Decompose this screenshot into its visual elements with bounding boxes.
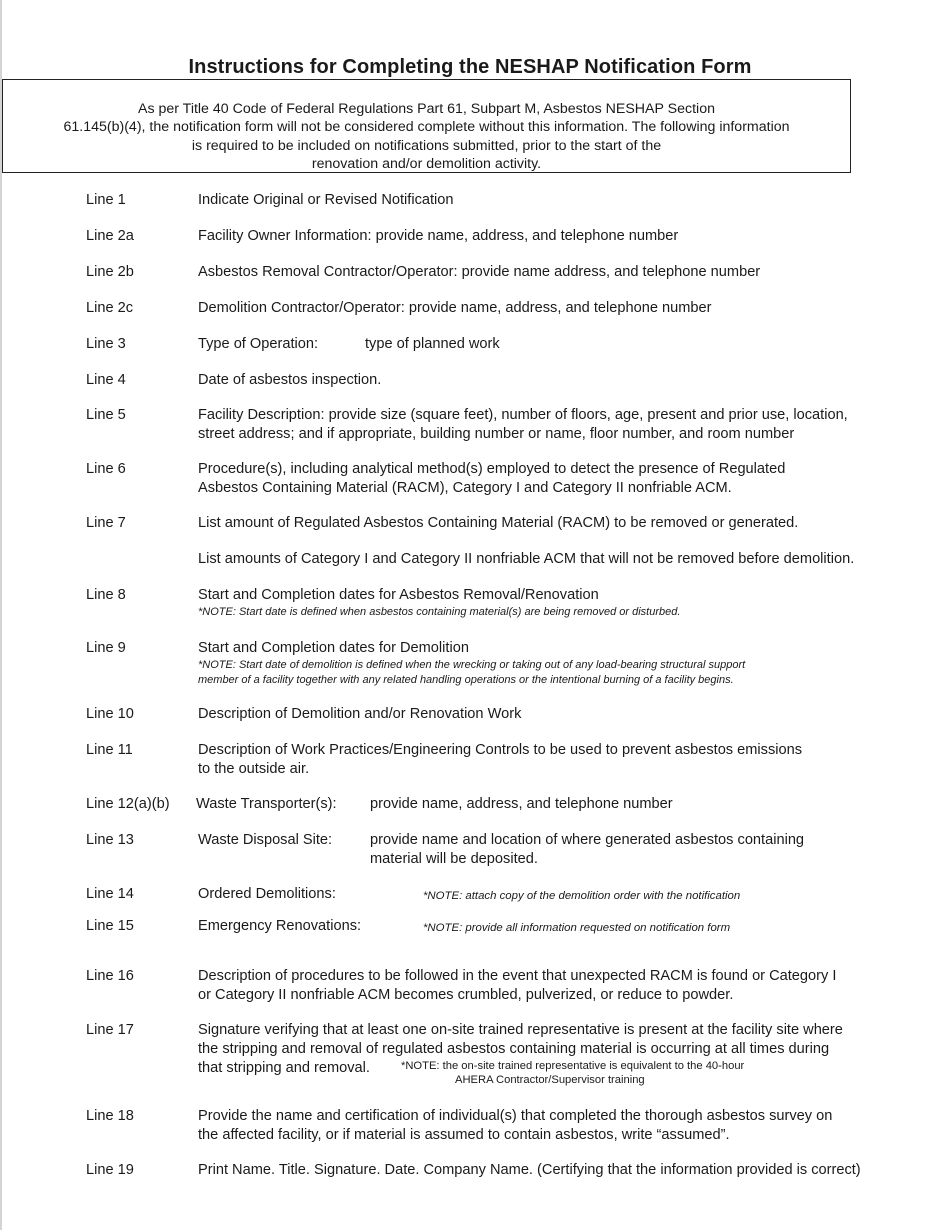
intro-line-4: renovation and/or demolition activity. — [311, 155, 542, 172]
line-heading: Ordered Demolitions: — [198, 886, 336, 902]
line-description — [198, 460, 938, 498]
line-label: Line 14 — [86, 886, 134, 902]
intro-box — [2, 79, 851, 173]
line-text: the affected facility, or if material is assumed to contain asbestos, write “assumed”. — [198, 1127, 730, 1143]
line-label: Line 2b — [86, 264, 134, 280]
line-text: Start and Completion dates for Demolition — [198, 640, 469, 656]
line-text: that stripping and removal. — [198, 1060, 370, 1076]
line-label: Line 2a — [86, 228, 134, 244]
line-text: street address; and if appropriate, building number or name, floor number, and room number — [198, 426, 795, 442]
line-heading: Waste Disposal Site: — [198, 832, 333, 848]
line-label: Line 10 — [86, 706, 134, 722]
line-label: Line 4 — [86, 372, 126, 388]
line-text: Description of Work Practices/Engineering Controls to be used to prevent asbestos emissions — [198, 742, 803, 758]
line-text: provide name and location of where generated asbestos containing — [370, 832, 805, 848]
line-text: Provide the name and certification of individual(s) that completed the thorough asbestos survey on — [198, 1108, 833, 1124]
line-heading: Type of Operation: — [198, 336, 319, 352]
line-text: Asbestos Containing Material (RACM), Category I and Category II nonfriable ACM. — [198, 480, 732, 496]
intro-line-3: is required to be included on notifications submitted, prior to the start of the — [191, 137, 662, 154]
line-label: Line 8 — [86, 587, 126, 603]
line-label: Line 5 — [86, 407, 126, 423]
line-description — [198, 967, 938, 1005]
line-label: Line 7 — [86, 515, 126, 531]
instruction-line-17 — [0, 1021, 950, 1093]
intro-line-2: 61.145(b)(4), the notification form will not be considered complete without this information. The following information — [63, 119, 790, 136]
page-title: Instructions for Completing the NESHAP Notification Form — [188, 56, 752, 78]
line-description: List amounts of Category I and Category II nonfriable ACM that will not be removed before demolition. — [198, 551, 855, 567]
line-description — [198, 741, 938, 779]
line-label: Line 19 — [86, 1162, 134, 1178]
line-text: Start and Completion dates for Asbestos Removal/Renovation — [198, 587, 599, 603]
line-text: Facility Description: provide size (square feet), number of floors, age, present and prior use, location, — [198, 407, 848, 423]
line-heading: Waste Transporter(s): — [196, 796, 337, 812]
line-text: or Category II nonfriable ACM becomes crumbled, pulverized, or reduce to powder. — [198, 987, 734, 1003]
line-label: Line 12(a)(b) — [86, 796, 170, 812]
line-label: Line 2c — [86, 300, 134, 316]
line-label: Line 6 — [86, 461, 126, 477]
line-note: *NOTE: attach copy of the demolition order with the notification — [423, 890, 741, 902]
line-heading: Emergency Renovations: — [198, 918, 362, 934]
line-note: member of a facility together with any related handling operations or the intentional burning of a facility begins. — [198, 674, 734, 686]
line-label: Line 3 — [86, 336, 126, 352]
line-description: Print Name. Title. Signature. Date. Company Name. (Certifying that the information provided is correct) — [198, 1162, 861, 1178]
line-description: Asbestos Removal Contractor/Operator: provide name address, and telephone number — [198, 264, 761, 280]
line-description: provide name, address, and telephone number — [370, 796, 673, 812]
line-description — [198, 586, 938, 620]
line-label: Line 17 — [86, 1022, 134, 1038]
line-note: *NOTE: Start date is defined when asbestos containing material(s) are being removed or disturbed. — [198, 606, 681, 618]
line-description — [198, 639, 938, 688]
line-label: Line 16 — [86, 968, 134, 984]
line-description: Demolition Contractor/Operator: provide name, address, and telephone number — [198, 300, 712, 316]
line-note: *NOTE: provide all information requested on notification form — [423, 922, 731, 934]
line-description — [198, 1107, 938, 1145]
line-description: Date of asbestos inspection. — [198, 372, 382, 388]
line-description — [198, 1021, 938, 1086]
line-description: Indicate Original or Revised Notification — [198, 192, 454, 208]
line-description: type of planned work — [365, 336, 500, 352]
line-note-text: *NOTE: the on-site trained representative is equivalent to the 40-hour — [401, 1060, 745, 1072]
line-description: Facility Owner Information: provide name, address, and telephone number — [198, 228, 679, 244]
line-description: Description of Demolition and/or Renovation Work — [198, 706, 522, 722]
line-text: Signature verifying that at least one on-site trained representative is present at the facility site where — [198, 1022, 843, 1038]
line-description — [198, 406, 938, 444]
line-label: Line 9 — [86, 640, 126, 656]
line-text: to the outside air. — [198, 761, 310, 777]
intro-line-1: As per Title 40 Code of Federal Regulations Part 61, Subpart M, Asbestos NESHAP Section — [137, 101, 715, 117]
line-label: Line 11 — [86, 742, 133, 758]
line-label: Line 15 — [86, 918, 134, 934]
line-description: List amount of Regulated Asbestos Containing Material (RACM) to be removed or generated. — [198, 515, 799, 531]
line-text: Procedure(s), including analytical method(s) employed to detect the presence of Regulated — [198, 461, 786, 477]
line-text: Description of procedures to be followed in the event that unexpected RACM is found or Category I — [198, 968, 837, 984]
line-note: *NOTE: Start date of demolition is defined when the wrecking or taking out of any load-bearing structural support — [198, 659, 746, 671]
line-text: the stripping and removal of regulated asbestos containing material is occurring at all times during — [198, 1041, 830, 1057]
line-label: Line 13 — [86, 832, 134, 848]
line-text: material will be deposited. — [370, 851, 538, 867]
line-description — [370, 831, 930, 869]
line-label: Line 18 — [86, 1108, 134, 1124]
line-note-text: AHERA Contractor/Supervisor training — [455, 1074, 645, 1086]
line-label: Line 1 — [86, 192, 126, 208]
